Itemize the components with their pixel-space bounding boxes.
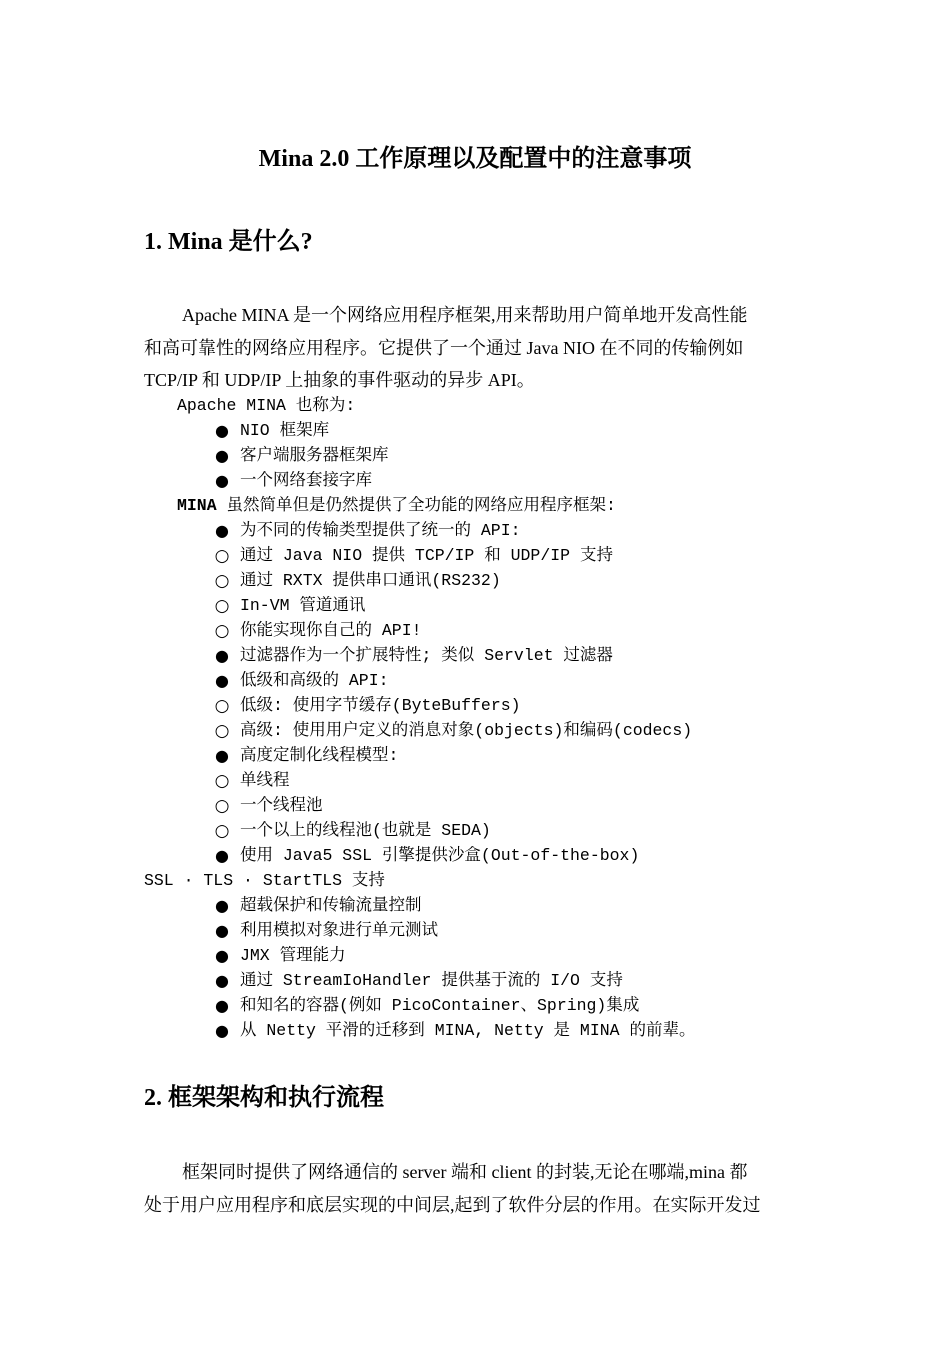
list-item: 低级: 使用字节缓存(ByteBuffers) xyxy=(240,696,521,715)
bullet-filled-icon: ● xyxy=(215,921,229,940)
list-item: 单线程 xyxy=(240,771,290,790)
list-item: 为不同的传输类型提供了统一的 API: xyxy=(240,521,521,540)
list-item: 通过 Java NIO 提供 TCP/IP 和 UDP/IP 支持 xyxy=(240,546,613,565)
bullet-filled-icon: ● xyxy=(215,746,229,765)
bullet-hollow-icon: ○ xyxy=(214,546,230,566)
bullet-filled-icon: ● xyxy=(215,896,229,915)
ssl-line: SSL · TLS · StartTLS 支持 xyxy=(144,871,385,890)
section-2-heading: 2. 框架架构和执行流程 xyxy=(144,1085,384,1111)
bullet-filled-icon: ● xyxy=(215,971,229,990)
bullet-hollow-icon: ○ xyxy=(214,721,230,741)
list-item: JMX 管理能力 xyxy=(240,946,346,965)
list-item: NIO 框架库 xyxy=(240,421,330,440)
list-item: 一个线程池 xyxy=(240,796,323,815)
list-item: 低级和高级的 API: xyxy=(240,671,389,690)
list-item: 和知名的容器(例如 PicoContainer、Spring)集成 xyxy=(240,996,640,1015)
paragraph-line: Apache MINA 是一个网络应用程序框架,用来帮助用户简单地开发高性能 xyxy=(182,305,748,325)
paragraph-line: 处于用户应用程序和底层实现的中间层,起到了软件分层的作用。在实际开发过 xyxy=(144,1194,761,1215)
bullet-hollow-icon: ○ xyxy=(214,771,230,791)
bullet-hollow-icon: ○ xyxy=(214,571,230,591)
list-item: 过滤器作为一个扩展特性; 类似 Servlet 过滤器 xyxy=(240,646,613,665)
bullet-hollow-icon: ○ xyxy=(214,821,230,841)
bullet-filled-icon: ● xyxy=(215,471,229,490)
list-item: 使用 Java5 SSL 引擎提供沙盒(Out-of-the-box) xyxy=(240,846,640,865)
list-item: 从 Netty 平滑的迁移到 MINA, Netty 是 MINA 的前辈。 xyxy=(240,1021,696,1040)
bullet-hollow-icon: ○ xyxy=(214,696,230,716)
bullet-filled-icon: ● xyxy=(215,1021,229,1040)
section-1-heading: 1. Mina 是什么? xyxy=(144,229,313,255)
bullet-filled-icon: ● xyxy=(215,846,229,865)
paragraph-line: 和高可靠性的网络应用程序。它提供了一个通过 Java NIO 在不同的传输例如 xyxy=(144,337,744,358)
section-2-paragraph xyxy=(144,1156,806,1221)
list-item: 通过 RXTX 提供串口通讯(RS232) xyxy=(240,571,501,590)
list-item: 高级: 使用用户定义的消息对象(objects)和编码(codecs) xyxy=(240,721,693,740)
section-1-paragraph xyxy=(144,299,806,397)
paragraph-line: TCP/IP 和 UDP/IP 上抽象的事件驱动的异步 API。 xyxy=(144,370,535,390)
paragraph-line: 框架同时提供了网络通信的 server 端和 client 的封装,无论在哪端,mina 都 xyxy=(182,1162,748,1182)
bullet-filled-icon: ● xyxy=(215,521,229,540)
list-item: 一个网络套接字库 xyxy=(240,471,372,490)
bullet-filled-icon: ● xyxy=(215,646,229,665)
list-item: 利用模拟对象进行单元测试 xyxy=(240,921,438,940)
bullet-hollow-icon: ○ xyxy=(214,596,230,616)
bullet-hollow-icon: ○ xyxy=(214,621,230,641)
list-item: 高度定制化线程模型: xyxy=(240,746,399,765)
list-item: 超载保护和传输流量控制 xyxy=(240,896,422,915)
aka-intro: Apache MINA 也称为: xyxy=(177,396,356,415)
list-item: 通过 StreamIoHandler 提供基于流的 I/O 支持 xyxy=(240,971,623,990)
document-title: Mina 2.0 工作原理以及配置中的注意事项 xyxy=(258,146,692,172)
list-item: 客户端服务器框架库 xyxy=(240,446,389,465)
bullet-filled-icon: ● xyxy=(215,446,229,465)
list-item: 一个以上的线程池(也就是 SEDA) xyxy=(240,821,491,840)
list-item: 你能实现你自己的 API! xyxy=(240,621,422,640)
bullet-hollow-icon: ○ xyxy=(214,796,230,816)
bullet-filled-icon: ● xyxy=(215,421,229,440)
bullet-filled-icon: ● xyxy=(215,671,229,690)
features-intro: MINA 虽然简单但是仍然提供了全功能的网络应用程序框架: xyxy=(177,496,616,515)
bullet-filled-icon: ● xyxy=(215,946,229,965)
bullet-filled-icon: ● xyxy=(215,996,229,1015)
list-item: In-VM 管道通讯 xyxy=(240,596,366,615)
